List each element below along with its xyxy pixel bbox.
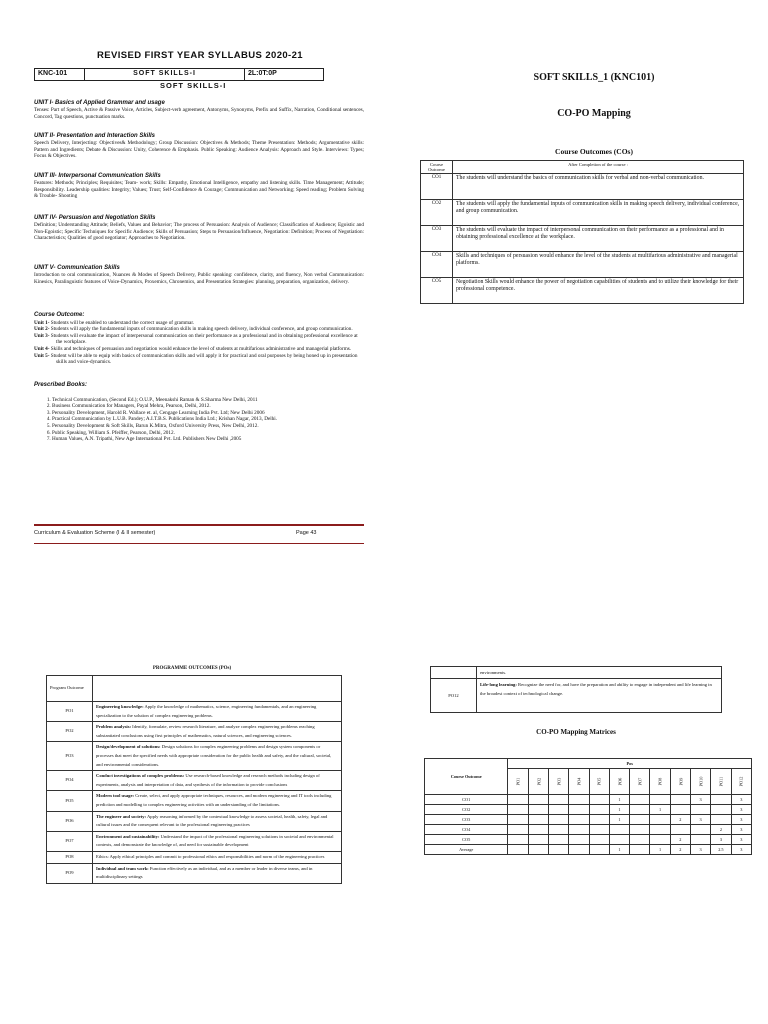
mapping-cell: 2 — [670, 835, 690, 845]
table-row — [425, 845, 752, 855]
table-row: PO6 The engineer and society: Apply reasoning informed by the contextual knowledge to assess societal, health, safety, legal and cultural issues and the consequent relevant to the professional engineering practices — [47, 811, 342, 831]
po-column-header: PO7 — [630, 769, 650, 795]
mapping-cell — [630, 815, 650, 825]
mapping-cell — [589, 825, 609, 835]
mapping-cell — [690, 835, 710, 845]
book-item: 2. Business Communication for Managers, Payal Mehra, Pearson, Delhi, 2012. — [52, 403, 364, 410]
row-label: CO1 — [425, 795, 508, 805]
unit-heading: UNIT I- Basics of Applied Grammar and usage — [34, 100, 165, 106]
col-header: Program Outcome — [47, 676, 93, 702]
books-heading: Prescribed Books: — [34, 382, 88, 388]
book-item: 3. Personality Development, Harold R. Wallace et. al, Cengage Learning India Pvt. Ltd; New Delhi 2006 — [52, 410, 364, 417]
mapping-cell — [569, 805, 589, 815]
course-outcome-item: Unit 2- Students will apply the fundamental inputs of communication skills in making speech delivery, individual conference, and group communication. — [34, 326, 353, 333]
subject-code: KNC-101 — [35, 69, 85, 80]
mapping-cell — [508, 805, 528, 815]
book-item: 6. Public Speaking, William S. Pfeiffer, Pearson, Delhi, 2012. — [52, 430, 364, 437]
page-title: SOFT SKILLS_1 (KNC101) — [533, 72, 655, 83]
table-row: CO1 The students will understand the basics of communication skills for verbal and non-verbal communication. — [421, 174, 744, 200]
table-row: PO9 Individual and team work: Function effectively as an individual, and as a member or leader in diverse teams, and in multidisciplinary settings — [47, 863, 342, 883]
mapping-cell — [549, 795, 569, 805]
programme-outcomes-table — [46, 675, 342, 884]
mapping-cell: 3 — [690, 815, 710, 825]
table-row — [47, 676, 342, 702]
mapping-cell — [589, 805, 609, 815]
footer-rule — [34, 524, 364, 526]
mapping-cell — [589, 835, 609, 845]
mapping-cell: 3 — [690, 845, 710, 855]
table-row: PO12 Life-long learning: Recognize the need for, and have the preparation and ability to engage in independent and life learning in the broadest context of technological change. — [431, 679, 722, 713]
table-row: PO2 Problem analysis: Identify, formulate, review research literature, and analyze complex engineering problems reaching substantiated conclusions using first principles of mathematics, natural sciences, and engineering sciences. — [47, 722, 342, 742]
mapping-cell — [589, 795, 609, 805]
row-label: CO3 — [425, 815, 508, 825]
row-label: CO4 — [425, 825, 508, 835]
mapping-cell — [630, 845, 650, 855]
po-column-header: PO2 — [528, 769, 548, 795]
unit-text: Introduction to oral communication, Nuances & Modes of Speech Delivery, Public speaking: confidence, clarity, and fluency, Non verbal Communication: Kinesics, Paralinguistic features of Voice-Dynamics, Proxemics, Chronemics, and Presentation Strategies: planning, preparation, organization, delivery. — [34, 272, 364, 285]
mapping-cell — [528, 805, 548, 815]
mapping-cell — [690, 805, 710, 815]
mapping-cell: 3 — [731, 815, 751, 825]
unit-1 — [34, 100, 364, 120]
mapping-cell — [711, 815, 731, 825]
mapping-cell: 3 — [731, 795, 751, 805]
book-item: 7. Human Values, A.N. Tripathi, New Age International Pvt. Ltd. Publishers New Delhi ,2005 — [52, 436, 364, 443]
table-row — [425, 795, 752, 805]
mapping-cell: 1 — [609, 845, 629, 855]
course-outcomes-table — [420, 160, 744, 304]
mapping-cell: 1 — [650, 805, 670, 815]
course-outcome-item: Unit 1- Students will be enabled to understand the correct usage of grammar. — [34, 319, 195, 326]
mapping-cell — [508, 845, 528, 855]
course-outcome-item: Unit 4- Skills and techniques of persuasion and negotiation would enhance the level of students at multifarious administrative and managerial platforms. — [34, 345, 352, 352]
course-outcome-heading: Course Outcome: — [34, 312, 85, 318]
unit-5 — [34, 265, 364, 285]
po-column-header: PO11 — [711, 769, 731, 795]
table-row — [425, 835, 752, 845]
unit-heading: UNIT II- Presentation and Interaction Skills — [34, 133, 156, 139]
mapping-cell — [528, 815, 548, 825]
mapping-cell — [630, 835, 650, 845]
mapping-cell — [549, 825, 569, 835]
po-column-header: PO1 — [508, 769, 528, 795]
unit-2 — [34, 133, 364, 160]
row-label: Average — [425, 845, 508, 855]
table-row — [425, 805, 752, 815]
mapping-cell — [569, 795, 589, 805]
table-row: PO8 Ethics: Apply ethical principles and commit to professional ethics and responsibilities and norm of the engineering practices — [47, 851, 342, 863]
col-header: Course Outcome — [421, 161, 453, 174]
row-label: CO5 — [425, 835, 508, 845]
mapping-cell — [630, 795, 650, 805]
mapping-cell — [589, 845, 609, 855]
syllabus-header-row — [34, 68, 324, 81]
mapping-cell — [630, 825, 650, 835]
mapping-cell — [670, 825, 690, 835]
mapping-cell: 2 — [670, 845, 690, 855]
subject-name: SOFT SKILLS-I — [85, 69, 245, 80]
mapping-cell — [549, 835, 569, 845]
book-item: 5. Personality Development & Soft Skills, Barun K.Mitra, Oxford University Press, New Delhi, 2012. — [52, 423, 364, 430]
mapping-cell — [549, 845, 569, 855]
po-column-header: PO4 — [569, 769, 589, 795]
table-row: PO4 Conduct investigations of complex problems: Use research-based knowledge and research methods including design of experiments, analysis and interpretation of data, and synthesis of the information to provide conclusions — [47, 771, 342, 791]
mapping-cell: 1 — [650, 845, 670, 855]
unit-text: Definition; Understanding Attitude; Beliefs, Values and Behavior; The process of Persuasion: Analysis of Audience; Classification of Audience; Egoistic and Non-Egoistic; Specific Techniques for Specific Audience; Skills of Persuasion; Steps to Persuasion/Influence, Negotiation: Definition; Process of Negotiation: Characteristics; Qualities of good negotiator; Approaches to Negotiation. — [34, 222, 364, 242]
pos-header: Pos — [508, 759, 752, 769]
mapping-cell — [508, 835, 528, 845]
mapping-cell: 3 — [731, 845, 751, 855]
mapping-cell — [609, 835, 629, 845]
mapping-cell: 2 — [711, 825, 731, 835]
table-row: CO3 The students will evaluate the impact of interpersonal communication on their performance as a professional and in obtaining professional excellence at the workplace. — [421, 226, 744, 252]
mapping-cell — [569, 835, 589, 845]
table-row: CO2 The students will apply the fundamental inputs of communication skills in making speech delivery, individual conference, and group communication. — [421, 200, 744, 226]
mapping-cell — [711, 805, 731, 815]
po-heading: PROGRAMME OUTCOMES (POs) — [152, 666, 232, 671]
mapping-cell — [630, 805, 650, 815]
mapping-cell — [528, 845, 548, 855]
co-heading: Course Outcomes (COs) — [555, 147, 633, 156]
book-item: 4. Practical Communication by L.U.B. Pandey; A.I.T.B.S. Publications India Ltd.; Krishan Nagar, 2013, Delhi. — [52, 416, 364, 423]
course-outcome-item: Unit 5- Student will be able to equip with basics of communication skills and will apply it for practical and oral purposes by being honed up in presentation skills and voice-dynamics. — [34, 352, 358, 366]
section-title: CO-PO Mapping — [557, 108, 631, 119]
unit-4 — [34, 215, 364, 242]
mapping-cell: 3 — [690, 795, 710, 805]
table-row: PO3 Design/development of solutions: Design solutions for complex engineering problems and design system components or processes that meet the specified needs with appropriate consideration for the public health and safety, and the cultural, societal, and environmental considerations. — [47, 742, 342, 771]
po-column-header: PO10 — [690, 769, 710, 795]
subject-ltp: 2L:0T:0P — [248, 70, 277, 77]
mapping-cell — [650, 795, 670, 805]
row-header: Course Outcome — [425, 759, 508, 795]
mapping-cell — [528, 835, 548, 845]
mapping-cell — [549, 815, 569, 825]
po-column-header: PO5 — [589, 769, 609, 795]
mapping-cell — [549, 805, 569, 815]
mapping-cell: 1 — [609, 795, 629, 805]
mapping-cell: 2.5 — [711, 845, 731, 855]
mapping-cell — [609, 825, 629, 835]
mapping-cell — [690, 825, 710, 835]
po-column-header: PO12 — [731, 769, 751, 795]
unit-text: Features: Methods; Principles; Requisites; Team- work; Skills: Empathy, Emotional Intelligence, empathy and listening skills. Time Management; Attitude; Responsibility. Leadership qualities: Integrity; Values; Trust; Self-Confidence & Courage; Communication and Networking; Speed reading; Problem Solving & Trouble- Shooting — [34, 180, 364, 200]
mapping-cell — [569, 845, 589, 855]
table-row: CO5 Negotiation Skills would enhance the power of negotiation capabilities of students and to utilize their knowledge for their professional competence. — [421, 278, 744, 304]
book-item: 1. Technical Communication, (Second Ed.); O.U.P., Meenakshi Raman & S.Sharma New Delhi, 2011 — [52, 397, 364, 404]
table-row — [425, 825, 752, 835]
unit-text: Speech Delivery, Interjecting: Objectives& Methodology; Group Discussion: Objectives & Methods; Theme Presentation: Methods; Argumentative skills: Pattern and Ingredients; Debate & Discussion: Unity, Coherence & Emphasis. Public Speaking: Audience Analysis: Approach and Style. Interviews: Types; Focus & Objectives. — [34, 140, 364, 160]
unit-3 — [34, 173, 364, 200]
mapping-cell: 3 — [731, 825, 751, 835]
table-row: CO4 Skills and techniques of persuasion would enhance the level of the students at multifarious administrative and managerial platforms. — [421, 252, 744, 278]
po-column-header: PO8 — [650, 769, 670, 795]
mapping-cell — [569, 815, 589, 825]
co-po-mapping-table — [424, 758, 752, 855]
table-row — [425, 815, 752, 825]
mapping-cell: 1 — [609, 815, 629, 825]
table-row: PO1 Engineering knowledge: Apply the knowledge of mathematics, science, engineering fundamentals, and an engineering specialization to the solution of complex engineering problems. — [47, 702, 342, 722]
prescribed-books — [34, 382, 364, 443]
mapping-cell — [528, 825, 548, 835]
mapping-cell — [589, 815, 609, 825]
mapping-cell — [650, 835, 670, 845]
mapping-cell — [650, 815, 670, 825]
table-row: PO7 Environment and sustainability: Understand the impact of the professional engineering solutions in societal and environmental contexts, and demonstrate the knowledge of, and need for sustainable development — [47, 831, 342, 851]
po-column-header: PO9 — [670, 769, 690, 795]
col-header — [93, 676, 342, 702]
unit-text: Tenses: Part of Speech, Active & Passive Voice, Articles, Subject-verb agreement, Antonyms, Synonyms, Prefix and Suffix, Narration, Conditional sentences, Concord, Tag questions, punctuation marks. — [34, 107, 364, 120]
mapping-heading: CO-PO Mapping Matrices — [536, 728, 616, 736]
po-column-header: PO6 — [609, 769, 629, 795]
mapping-cell — [650, 825, 670, 835]
unit-heading: UNIT IV- Persuasion and Negotiation Skills — [34, 215, 156, 221]
po-column-header: PO3 — [549, 769, 569, 795]
table-row: PO5 Modern tool usage: Create, select, and apply appropriate techniques, resources, and modern engineering and IT tools including prediction and modelling to complex engineering activities with an understanding of the limitations. — [47, 791, 342, 811]
mapping-cell: 3 — [731, 805, 751, 815]
mapping-cell — [508, 815, 528, 825]
mapping-cell: 3 — [731, 835, 751, 845]
row-label: CO2 — [425, 805, 508, 815]
footer-rule — [34, 543, 364, 544]
mapping-cell — [670, 795, 690, 805]
mapping-cell — [711, 795, 731, 805]
footer-label: Curriculum & Evaluation Scheme (I & II semester) — [34, 530, 156, 536]
mapping-cell — [670, 805, 690, 815]
unit-heading: UNIT V- Communication Skills — [34, 265, 120, 271]
table-row: environments. — [431, 667, 722, 679]
mapping-cell — [508, 825, 528, 835]
mapping-cell — [528, 795, 548, 805]
page-number: Page 43 — [296, 530, 317, 536]
mapping-cell — [508, 795, 528, 805]
mapping-cell: 1 — [609, 805, 629, 815]
unit-heading: UNIT III- Interpersonal Communication Skills — [34, 173, 161, 179]
mapping-cell — [569, 825, 589, 835]
mapping-cell: 2 — [670, 815, 690, 825]
col-header: After Completion of the course : — [453, 161, 744, 174]
syllabus-title: REVISED FIRST YEAR SYLLABUS 2020-21 — [97, 50, 303, 61]
po12-table — [430, 666, 722, 713]
course-outcome-list — [34, 312, 364, 366]
course-outcome-item: Unit 3- Students will evaluate the impact of interpersonal communication on their performance as a professional and in obtaining professional excellence at the workplace. — [34, 332, 358, 346]
subject-name-repeat: SOFT SKILLS-I — [160, 81, 227, 90]
mapping-cell: 3 — [711, 835, 731, 845]
